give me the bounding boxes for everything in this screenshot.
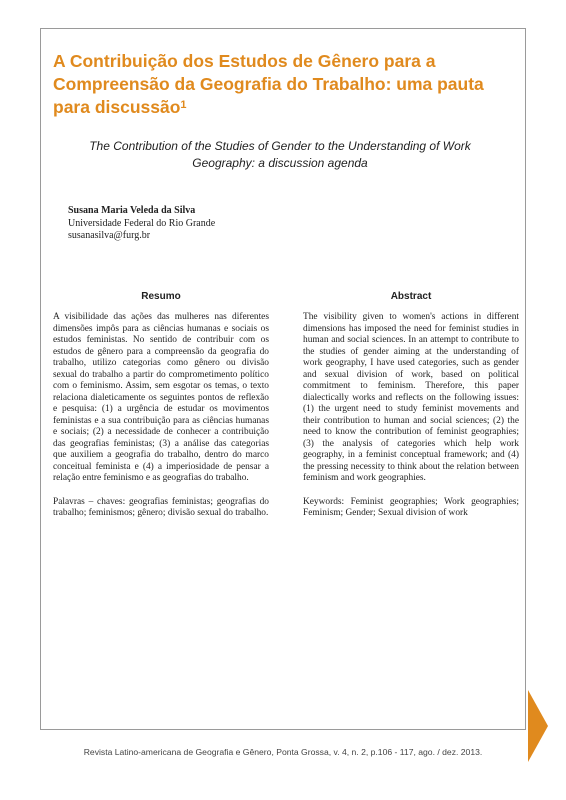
abstract-heading: Abstract — [390, 291, 432, 302]
article-title — [53, 50, 503, 119]
resumo-body: A visibilidade das ações das mulheres nas diferentes dimensões impôs para as ciências humanas e sociais os estudos feministas. No sentido de contribuir com os estudos de gênero para a compreensão da geografia do trabalho, utilizo categorias como gênero ou divisão sexual do trabalho a partir do comprometimento político com o feminismo. Assim, sem esgotar os temas, o texto relaciona dialeticamente os seguintes pontos de reflexão e pesquisa: (1) a urgência de estudar os movimentos feministas e a sua contribuição para as ciências humanas e sociais; (2) a necessidade de conhecer a contribuição das geografias feministas; (3) a análise das categorias que auxiliem a geografia do trabalho, dentro do marco conceitual feminista e (4) a imperiosidade de pensar a relação entre feminismo e as geografias do trabalho. — [53, 312, 269, 483]
abstract-keywords: Keywords: Feminist geographies; Work geographies; Feminism; Gender; Sexual division of work — [303, 496, 519, 518]
journal-footer: Revista Latino-americana de Geografia e Gênero, Ponta Grossa, v. 4, n. 2, p.106 - 117, ago. / dez. 2013. — [83, 747, 483, 757]
article-subtitle-english: The Contribution of the Studies of Gender to the Understanding of Work Geography: a discussion agenda — [89, 139, 471, 170]
author-email[interactable]: susanasilva@furg.br — [68, 230, 151, 241]
abstract-body: The visibility given to women's actions in different dimensions has imposed the need for feminist studies in human and social sciences. In an attempt to contribute to the studies of gender aiming at the understanding of work geography, I have used categories, such as gender and sexual division of work, based on political commitment to feminism. Therefore, this paper dialectically works and reflects on the following issues: (1) the urgent need to study feminist movements and their contribution to human and social sciences; (2) the need to know the contribution of feminist geographies; (3) the analysis of categories which help work geography, in a feminist conceptual framework; and (4) the pressing necessity to think about the relation between feminism and work geographies. — [303, 312, 519, 483]
author-name: Susana Maria Veleda da Silva — [68, 205, 196, 216]
resumo-keywords: Palavras – chaves: geografias feministas; geografias do trabalho; feminismos; gênero; divisão sexual do trabalho. — [53, 496, 269, 518]
author-affiliation: Universidade Federal do Rio Grande — [68, 217, 216, 229]
title-footnote-mark[interactable]: 1 — [180, 99, 187, 111]
resumo-heading: Resumo — [141, 291, 181, 302]
resumo-section — [53, 290, 269, 520]
abstract-section — [303, 290, 519, 520]
author-block — [68, 205, 215, 243]
article-title-text: A Contribuição dos Estudos de Gênero para a Compreensão da Geografia do Trabalho: uma pauta para discussão — [53, 51, 484, 117]
